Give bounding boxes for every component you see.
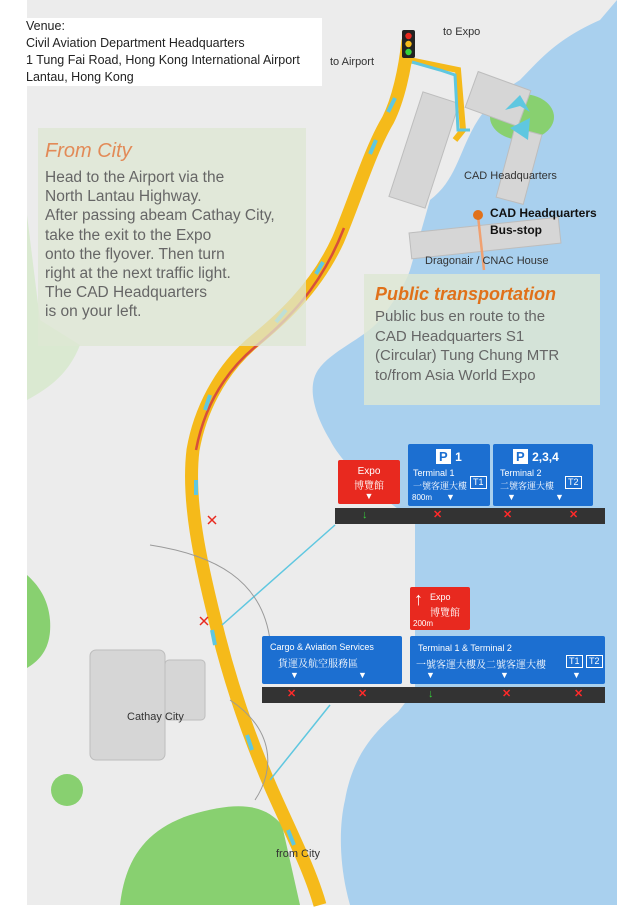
from-city-line: right at the next traffic light. (45, 265, 231, 283)
sign-terminals-en: Terminal 1 & Terminal 2 (418, 643, 512, 653)
lane-signal-row-lower (262, 687, 605, 703)
sign-expo-upper (338, 460, 400, 504)
sign-t2-en: Terminal 2 (500, 468, 542, 478)
sign-expo-lower-dist: 200m (413, 619, 434, 628)
sign-expo-lower-zh: 博覽館 (430, 608, 460, 619)
venue-line-3: Lantau, Hong Kong (26, 70, 134, 84)
sign-t1-dist: 800m (412, 493, 433, 502)
lane-closed-icon: ✕ (358, 688, 368, 700)
public-transport-line: (Circular) Tung Chung MTR (375, 347, 560, 364)
down-arrow-icon: ▼ (572, 670, 581, 680)
lane-closed-icon: ✕ (574, 688, 584, 700)
sign-terminal-2 (493, 444, 593, 506)
lane-closed-icon: ✕ (569, 509, 579, 521)
label-cathay-city: Cathay City (127, 711, 184, 723)
parking-number: 2,3,4 (532, 450, 559, 464)
sign-cargo (262, 636, 402, 684)
down-arrow-icon: ▼ (364, 491, 374, 501)
venue-block (26, 18, 322, 86)
sign-cargo-en: Cargo & Aviation Services (270, 642, 374, 652)
parking-icon: P (436, 449, 451, 464)
parking-icon: P (513, 449, 528, 464)
roundabout-green (51, 774, 83, 806)
traffic-light (402, 30, 415, 58)
label-to-expo: to Expo (443, 26, 481, 38)
venue-line-2: 1 Tung Fai Road, Hong Kong International Airport (26, 53, 300, 67)
lane-closed-icon: ✕ (503, 509, 513, 521)
from-city-line: onto the flyover. Then turn (45, 245, 225, 263)
lane-closed-icon: ✕ (287, 688, 297, 700)
sign-t1-en: Terminal 1 (413, 468, 455, 478)
from-city-line: take the exit to the Expo (45, 226, 212, 244)
from-city-line: North Lantau Highway. (45, 188, 202, 206)
lane-closed-icon: ✕ (502, 688, 512, 700)
bus-stop-marker (473, 210, 483, 220)
public-transport-panel (364, 274, 600, 405)
sign-terminals-box-1: T1 (566, 655, 583, 668)
public-transport-text (375, 307, 559, 385)
lane-signal-row-upper (335, 508, 605, 524)
from-city-line: is on your left. (45, 303, 142, 321)
lane-open-icon: ↓ (362, 509, 368, 521)
sign-expo-lower (410, 587, 470, 630)
public-transport-line: to/from Asia World Expo (375, 366, 536, 384)
down-arrow-icon: ▼ (358, 670, 367, 680)
bus-stop-line-1: CAD Headquarters (490, 206, 597, 220)
label-from-city: from City (276, 848, 320, 860)
sign-terminals-box-2: T2 (586, 655, 603, 668)
sign-expo-zh: 博覽館 (354, 481, 384, 492)
sign-terminal-1 (408, 444, 490, 506)
up-arrow-icon: ↑ (414, 589, 423, 609)
sign-cargo-zh: 貨運及航空服務區 (278, 659, 358, 670)
sign-t1-box: T1 (470, 476, 487, 489)
from-city-panel (38, 128, 306, 346)
public-transport-line: Public bus en route to the (375, 308, 546, 325)
down-arrow-icon: ▼ (500, 670, 509, 680)
sign-t1-zh: 一號客運大樓 (413, 481, 468, 491)
sign-t2-zh: 二號客運大樓 (500, 481, 555, 491)
sign-expo-lower-en: Expo (430, 592, 451, 602)
lane-closed-icon: ✕ (433, 509, 443, 521)
public-transport-title: Public transportation (375, 284, 557, 304)
from-city-line: The CAD Headquarters (45, 284, 207, 302)
venue-line-1: Civil Aviation Department Headquarters (26, 36, 245, 50)
from-city-line: After passing abeam Cathay City, (45, 207, 275, 225)
down-arrow-icon: ▼ (426, 670, 435, 680)
from-city-line: Head to the Airport via the (45, 169, 225, 186)
label-dragonair: Dragonair / CNAC House (425, 255, 549, 267)
bus-stop-label (490, 205, 597, 239)
lane-open-icon: ↓ (428, 688, 434, 700)
down-arrow-icon: ▼ (555, 492, 564, 502)
from-city-text (45, 168, 275, 322)
public-transport-line: CAD Headquarters S1 (375, 327, 525, 345)
venue-heading: Venue: (26, 19, 65, 33)
sign-t2-box: T2 (565, 476, 582, 489)
sign-terminals (410, 636, 605, 684)
sign-expo-en: Expo (357, 466, 381, 477)
down-arrow-icon: ▼ (446, 492, 455, 502)
bus-stop-line-2: Bus-stop (490, 223, 542, 237)
sign-terminals-zh: 一號客運大樓及二號客運大樓 (416, 660, 546, 671)
label-to-airport: to Airport (330, 56, 375, 68)
parking-number: 1 (455, 450, 462, 464)
down-arrow-icon: ▼ (290, 670, 299, 680)
building (90, 650, 165, 760)
down-arrow-icon: ▼ (507, 492, 516, 502)
from-city-title: From City (45, 140, 132, 162)
label-cad-hq: CAD Headquarters (464, 170, 557, 182)
